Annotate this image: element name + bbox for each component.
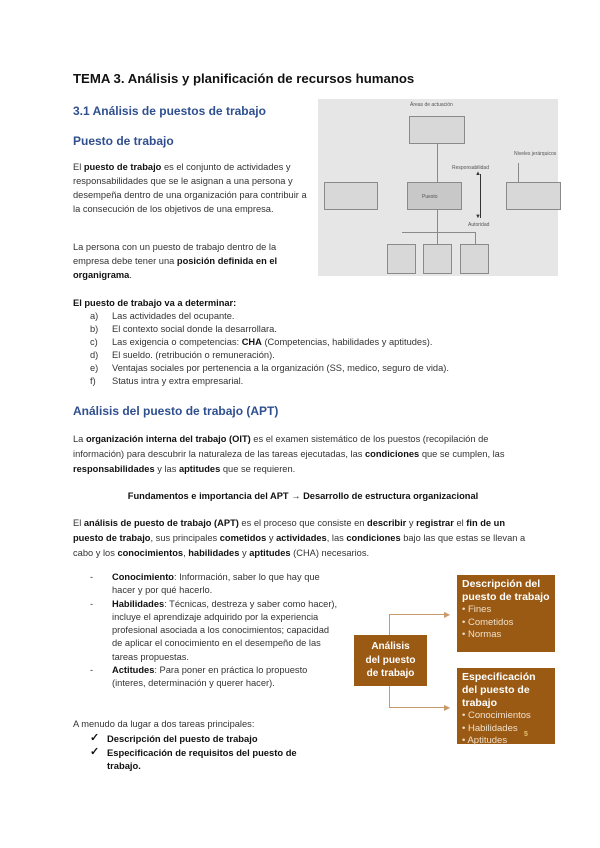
org-box-sub-3 [460,244,489,274]
list-item: - Actitudes: Para poner en práctica lo propuesto (interes, determinación y querer hacer). [90,665,308,689]
subheading-puesto: Puesto de trabajo [73,134,174,148]
org-side-label: Niveles jerárquicos [514,151,557,157]
list-item: e) Ventajas sociales por pertenencia a la organización (SS, medico, seguro de vida). [90,363,449,374]
paragraph-organigrama: La persona con un puesto de trabajo dentro de la empresa debe tener una posición definida en el organigrama. [73,242,278,280]
apt-center-box: Análisis del puesto de trabajo [354,635,427,686]
paragraph-apt: El análisis de puesto de trabajo (APT) es el proceso que consiste en describir y registrar el fin de un puesto de trabajo, sus principales cometidos y actividades, las condiciones bajo las que estas se llevan a cabo y los conocimientos, habilidades y aptitudes (CHA) necesarios. [73,518,526,558]
determinar-list [90,310,550,389]
descripcion-box: Descripción del puesto de trabajo • Fines • Cometidos • Normas [457,575,555,652]
org-box-top [409,116,465,144]
list-item: - Conocimiento: Información, saber lo que hay que hacer y por qué hacerlo. [90,572,320,596]
org-box-sub-2 [423,244,452,274]
list-item: • Cometidos [462,616,514,628]
tareas-intro: A menudo da lugar a dos tareas principales: [73,719,255,729]
list-item: a) Las actividades del ocupante. [90,311,235,321]
org-chart-figure: Áreas de actuación Puesto Niveles jerárquicos Responsabilidad ▲ ▼ Autoridad [318,99,558,276]
document-title: TEMA 3. Análisis y planificación de recursos humanos [73,71,415,86]
determinar-heading: El puesto de trabajo va a determinar: [73,298,237,308]
list-item: - Habilidades: Técnicas, destreza y saber como hacer), incluye el aprendizaje adquirido por la experiencia profesional asociada a los conocimientos; capacidad de aplicar el conocimiento en el desempeño de las tareas propuestas. [90,598,338,662]
list-item: f) Status intra y extra empresarial. [90,376,244,387]
list-item: • Habilidades [462,722,518,734]
list-item: ✓ Descripción del puesto de trabajo [90,732,258,744]
paragraph-definition: El puesto de trabajo es el conjunto de actividades y responsabilidades que se le asignan a una persona y desempeña dentro de una organización para contribuir a la consecución de los objetivos de una empresa. [73,162,307,214]
check-icon: ✓ [90,732,100,744]
list-item: • Fines [462,604,492,615]
org-box-left [324,182,378,210]
org-puesto-label: Puesto [422,194,438,200]
org-top-label: Áreas de actuación [410,102,453,108]
org-autoridad-label: Autoridad [468,222,490,228]
list-item: b) El contexto social donde la desarrollara. [90,324,277,335]
page-number: 5 [524,731,528,738]
list-item: • Normas [462,629,502,640]
list-item: c) Las exigencia o competencias: CHA (Competencias, habilidades y aptitudes). [90,337,433,348]
list-item: • Conocimientos [462,710,531,721]
org-box-right [506,182,561,210]
org-responsabilidad-label: Responsabilidad [452,165,489,171]
list-item: • Aptitudes [462,735,508,746]
fundamentos-line: Fundamentos e importancia del APT → Desarrollo de estructura organizacional [127,491,479,501]
paragraph-oit: La organización interna del trabajo (OIT) es el examen sistemático de los puestos (recopilación de información) para descubrir la naturaleza de las tareas ejecutadas, las condiciones que se cumplen, las responsabilidades y las aptitudes que se requieren. [73,434,505,474]
cha-list [90,571,338,691]
list-item: d) El sueldo. (retribución o remuneración). [90,350,275,361]
list-item: ✓ Especificación de requisitos del puesto de trabajo. [90,745,297,771]
section-heading: 3.1 Análisis de puestos de trabajo [73,104,266,118]
check-icon: ✓ [90,745,100,758]
tareas-list [90,732,330,773]
subheading-apt: Análisis del puesto de trabajo (APT) [73,404,279,418]
especificacion-box: Especificación del puesto de trabajo • Conocimientos • Habilidades • Aptitudes [457,668,555,744]
org-box-sub-1 [387,244,416,274]
